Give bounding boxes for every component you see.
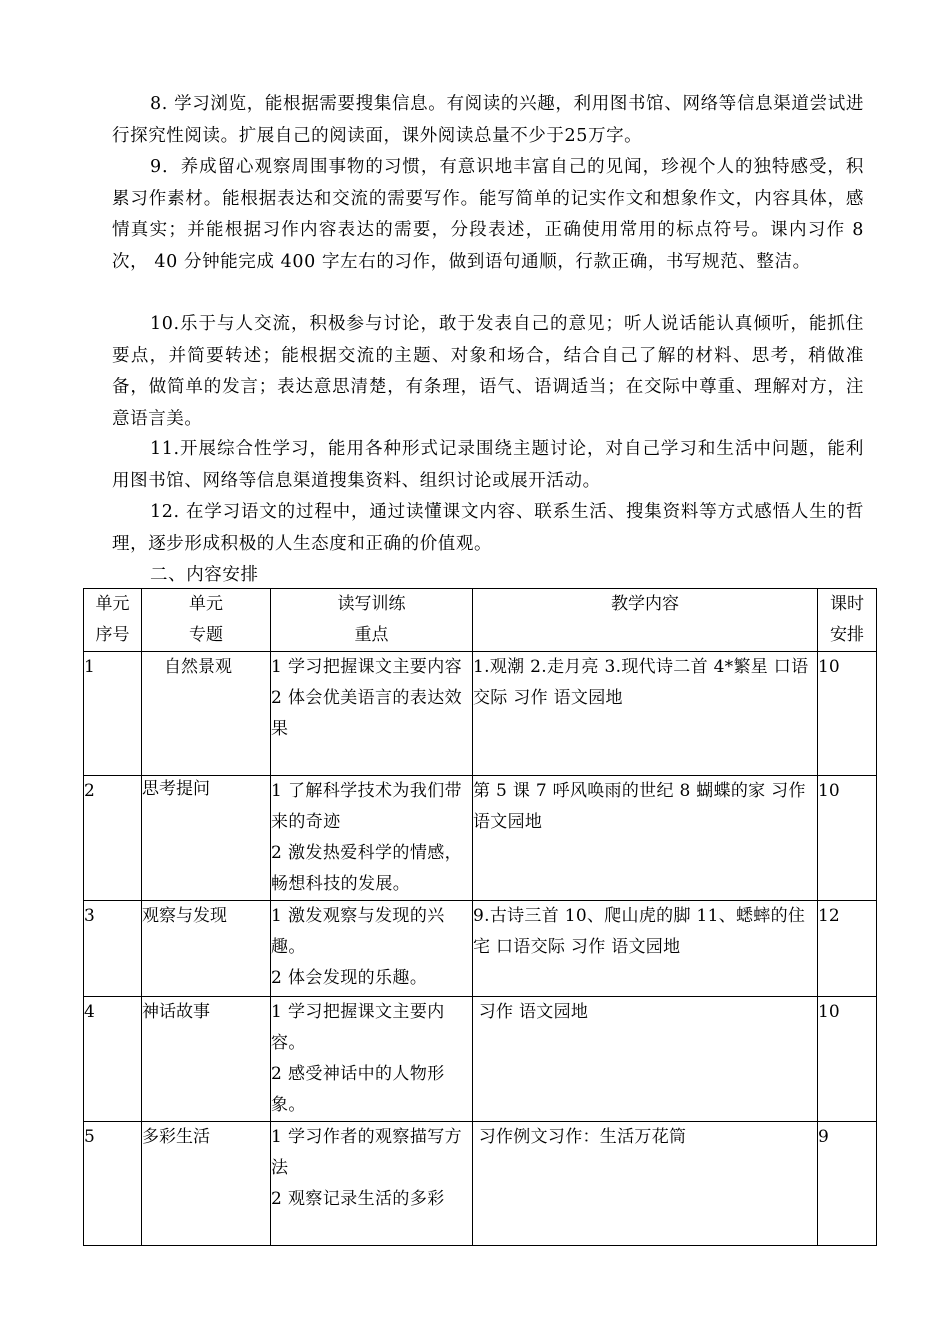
table-row — [84, 997, 877, 1122]
unit-content: 9.古诗三首 10、爬山虎的脚 11、蟋蟀的住宅 口语交际 习作 语文园地 — [473, 901, 818, 997]
focus-item: 2 体会发现的乐趣。 — [271, 968, 428, 988]
focus-item: 1 学习把握课文主要内容 — [271, 657, 463, 677]
paragraph-9: 9．养成留心观察周围事物的习惯，有意识地丰富自己的见闻，珍视个人的独特感受，积累习作素材。能根据表达和交流的需要写作。能写简单的记实作文和想象作文，内容具体，感情真实；并能根据习作内容表达的需要，分段表述，正确使用常用的标点符号。课内习作 8 次， 40 分钟能完成 400 字左右的习作，做到语句通顺，行款正确，书写规范、整洁。 — [112, 157, 864, 272]
unit-no: 1 — [84, 652, 142, 776]
unit-hours: 10 — [818, 776, 877, 901]
paragraph-11: 11.开展综合性学习，能用各种形式记录围绕主题讨论，对自己学习和生活中问题，能利用图书馆、网络等信息渠道搜集资料、组织讨论或展开活动。 — [112, 439, 864, 491]
section-title: 二、内容安排 — [150, 565, 259, 585]
unit-topic: 观察与发现 — [142, 901, 271, 997]
unit-focus — [271, 901, 473, 997]
focus-item: 1 学习作者的观察描写方法 — [271, 1127, 463, 1178]
unit-content: 习作例文习作：生活万花筒 — [473, 1122, 818, 1246]
unit-topic: 神话故事 — [142, 997, 271, 1122]
content-plan-table — [83, 588, 877, 1246]
unit-no: 5 — [84, 1122, 142, 1246]
focus-item: 1 激发观察与发现的兴趣。 — [271, 906, 445, 957]
unit-focus — [271, 652, 473, 776]
paragraph-8: 8. 学习浏览，能根据需要搜集信息。有阅读的兴趣，利用图书馆、网络等信息渠道尝试进行探究性阅读。扩展自己的阅读面，课外阅读总量不少于25万字。 — [112, 94, 864, 146]
unit-hours: 10 — [818, 652, 877, 776]
unit-focus — [271, 1122, 473, 1246]
header-unit-topic: 单元 专题 — [142, 589, 271, 652]
unit-hours: 12 — [818, 901, 877, 997]
unit-content: 习作 语文园地 — [473, 997, 818, 1122]
unit-content: 第 5 课 7 呼风唤雨的世纪 8 蝴蝶的家 习作 语文园地 — [473, 776, 818, 901]
unit-no: 3 — [84, 901, 142, 997]
unit-focus — [271, 997, 473, 1122]
unit-topic: 自然景观 — [142, 652, 271, 776]
paragraph-12: 12. 在学习语文的过程中，通过读懂课文内容、联系生活、搜集资料等方式感悟人生的哲理，逐步形成积极的人生态度和正确的价值观。 — [112, 502, 864, 554]
unit-hours: 9 — [818, 1122, 877, 1246]
focus-item: 1 学习把握课文主要内容。 — [271, 1002, 445, 1053]
focus-item: 1 了解科学技术为我们带来的奇迹 — [271, 781, 463, 832]
focus-item: 2 体会优美语言的表达效果 — [271, 688, 463, 739]
unit-content: 1.观潮 2.走月亮 3.现代诗二首 4*繁星 口语交际 习作 语文园地 — [473, 652, 818, 776]
header-unit-no: 单元 序号 — [84, 589, 142, 652]
header-focus: 读写训练 重点 — [271, 589, 473, 652]
unit-topic: 思考提问 — [142, 776, 271, 901]
table-row — [84, 776, 877, 901]
unit-no: 2 — [84, 776, 142, 901]
paragraph-10: 10.乐于与人交流，积极参与讨论，敢于发表自己的意见；听人说话能认真倾听，能抓住要点，并简要转述；能根据交流的主题、对象和场合，结合自己了解的材料、思考，稍做准备，做简单的发言；表达意思清楚，有条理，语气、语调适当；在交际中尊重、理解对方，注意语言美。 — [112, 314, 864, 429]
unit-topic: 多彩生活 — [142, 1122, 271, 1246]
unit-hours: 10 — [818, 997, 877, 1122]
table-header-row — [84, 589, 877, 652]
focus-item: 2 激发热爱科学的情感，畅想科技的发展。 — [271, 843, 463, 894]
focus-item: 2 观察记录生活的多彩 — [271, 1189, 445, 1209]
table-row — [84, 1122, 877, 1246]
unit-focus — [271, 776, 473, 901]
table-row — [84, 901, 877, 997]
focus-item: 2 感受神话中的人物形象。 — [271, 1064, 445, 1115]
unit-no: 4 — [84, 997, 142, 1122]
header-content: 教学内容 — [473, 589, 818, 652]
header-hours: 课时 安排 — [818, 589, 877, 652]
table-row — [84, 652, 877, 776]
